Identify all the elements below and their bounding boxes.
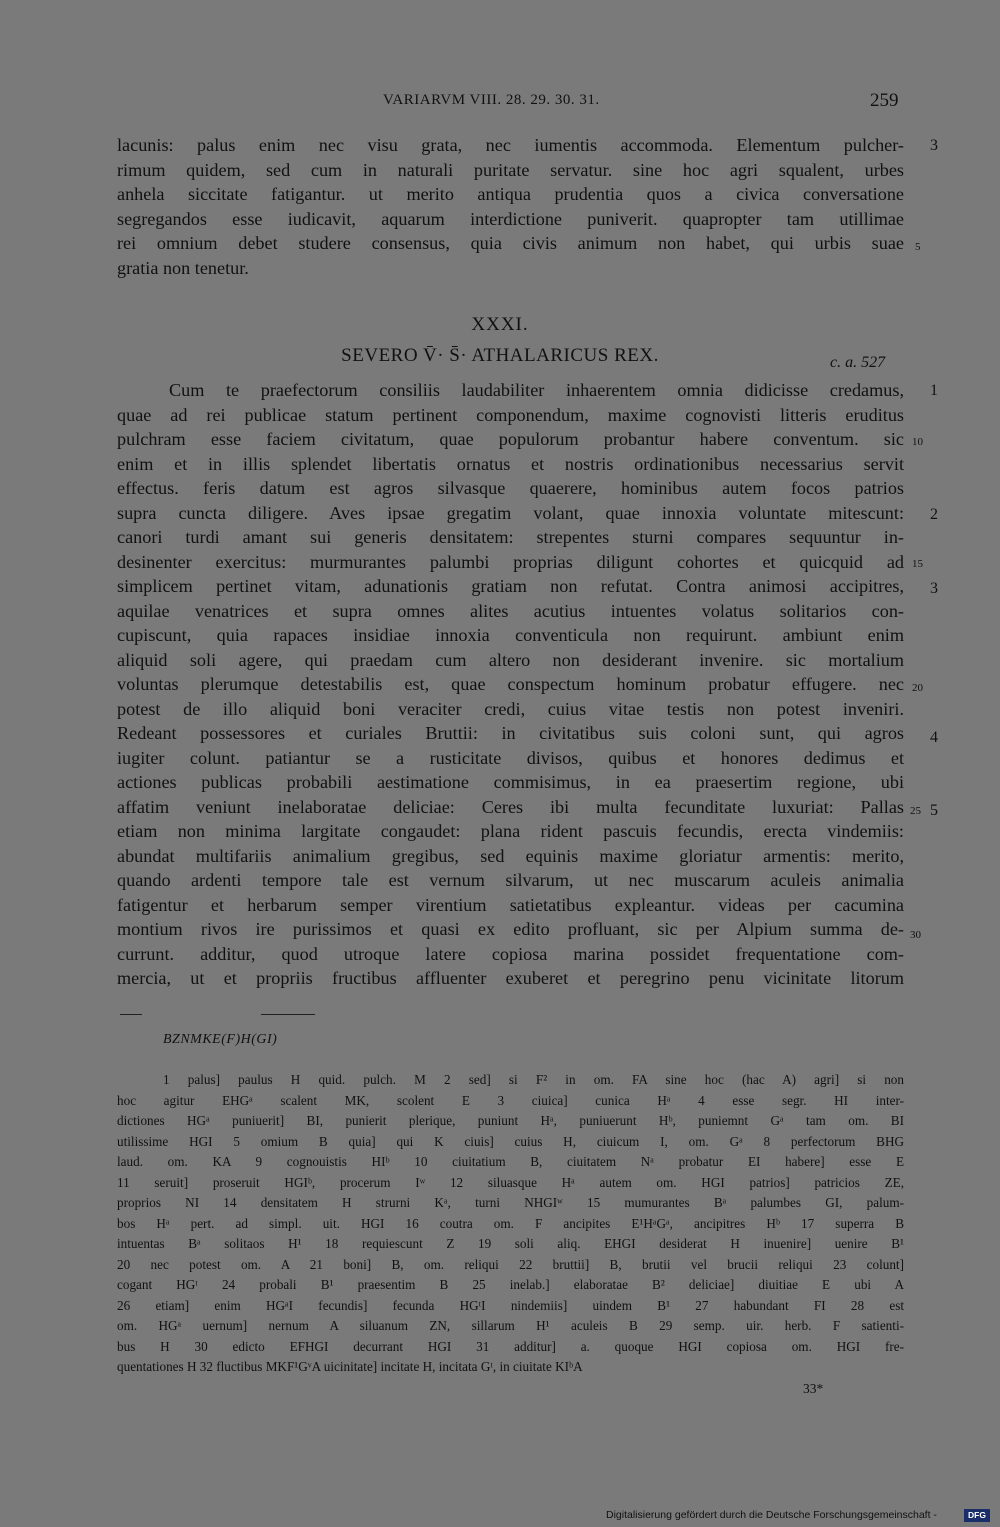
text-line: rimum quidem, sed cum in naturali puritate servatur. sine hoc agri squalent, urbes [117,159,904,180]
apparatus-line: om. HGᵃ uernum] nernum A siluanum ZN, sillarum H¹ aculeis B 29 semp. uir. herb. F satienti- [117,1318,904,1333]
line-marker: 20 [912,682,923,694]
section-marker: 3 [930,580,938,597]
apparatus-line: bus H 30 edicto EFHGI decurrant HGI 31 additur] a. quoque HGI copiosa om. HGI fre- [117,1338,904,1354]
running-title: VARIARVM VIII. 28. 29. 30. 31. [383,92,600,108]
line-marker: 15 [912,558,923,570]
text-line: gratia non tenetur. [117,257,249,278]
apparatus-line: 1 palus] paulus H quid. pulch. M 2 sed] si F² in om. FA sine hoc (hac A) agri] si non [163,1072,904,1087]
text-line: lacunis: palus enim nec visu grata, nec iumentis accommoda. Elementum pulcher- [117,135,904,155]
text-line: enim et in illis splendet libertatis ornatus et nostris ordinationibus necessarius servit [117,453,904,474]
line-marker: 25 [910,805,921,817]
text-line: quando ardenti tempore tale est vernum silvarum, ut nec muscarum aculeis animalia [117,870,904,890]
text-line: actiones publicas probabili aestimatione commisimus, in ea praesertim regione, ubi [117,772,904,792]
text-line: etiam non minima largitate congaudet: plana rident pascuis fecundis, erecta vindemiis: [117,821,904,841]
text-line: montium rivos ire purissimos et quasi ex edito profluant, sic per Alpium summa de- [117,919,904,939]
apparatus-line: laud. om. KA 9 cognouistis HIᵇ 10 ciuitatium B, ciuitatem Nᵃ probatur EI habere] esse E [117,1154,904,1169]
text-line: quae ad rei publicae statum pertinent componendum, maxime cognovisti litteris eruditus [117,404,904,425]
section-title: SEVERO V̄· S̄· ATHALARICUS REX. [341,345,659,366]
top-paragraph [117,133,904,280]
section-marker: 5 [930,802,938,819]
apparatus-line: 11 seruit] proseruit HGIᵇ, procerum Iʷ 12 siluasque Hᵃ autem om. HGI patrios] patricios ZE, [117,1174,904,1190]
text-line: canori turdi amant sui generis densitatem: strepentes sturni compares sequuntur in- [117,527,904,547]
footnote-rule [261,1014,315,1015]
section-number: XXXI. [471,314,529,335]
line-marker: 30 [910,929,921,941]
footnote-rule [120,1014,142,1015]
text-line: effectus. feris datum est agros silvasque quaerere, hominibus autem focos patrios [117,478,904,498]
funding-notice: Digitalisierung gefördert durch die Deutsche Forschungsgemeinschaft - [606,1509,937,1521]
text-line: simplicem pertinet vitam, adunationis gratiam non refutat. Contra animosi accipitres, [117,576,904,596]
text-line: aliquid soli agere, qui praedam cum altero non desiderant invenire. sic mortalium [117,649,904,670]
text-line: iugiter colunt. patiantur se a rusticitate divisos, quibus et honores dedimus et [117,747,904,768]
apparatus-line: bos Hᵃ pert. ad simpl. uit. HGI 16 coutra om. F ancipites E¹HᵃGᵃ, ancipitres Hᵇ 17 superra B [117,1215,904,1231]
apparatus-line: quentationes H 32 fluctibus MKF¹GᵛA uicinitate] incitate H, incitata Gᵗ, in ciuitate KIᵇA [117,1359,583,1374]
text-line: cupiscunt, quia rapaces insidiae innoxia conventicula non requirunt. ambiunt enim [117,625,904,645]
line-marker: 5 [915,241,921,253]
text-line: rei omnium debet studere consensus, quia civis animum non habet, qui urbis suae [117,233,904,253]
text-line: mercia, ut et propriis fructibus affluenter exuberet et peregrino penu vicinitate litorum [117,968,904,988]
section-marker: 1 [930,382,938,399]
manuscript-sigla: BZNMKE(F)H(GI) [163,1032,278,1047]
text-line: affatim veniunt inelaboratae deliciae: Ceres ibi multa fecunditate luxuriat: Pallas [117,796,904,817]
section-date: c. a. 527 [830,354,886,371]
text-line: segregandos esse iudicavit, aquarum interdictione puniverit. quapropter tam utillimae [117,208,904,229]
apparatus-line: 20 nec potest om. A 21 boni] B, om. reliqui 22 bruttii] B, brutii vel brucii reliqui 23 colunt] [117,1256,904,1272]
text-line: abundat multifariis animalium gregibus, sed equinis maxime gloriatur armentis: merito, [117,845,904,866]
text-line: Cum te praefectorum consiliis laudabiliter inhaerentem omnia didicisse credamus, [169,380,904,400]
section-marker: 3 [930,137,938,154]
page-header [0,92,1000,116]
text-line: desinenter exercitus: murmurantes palumbi proprias diligunt cohortes et quicquid ad [117,551,904,572]
page-number: 259 [870,90,899,111]
dfg-logo: DFG [964,1509,990,1522]
critical-apparatus [117,1070,904,1378]
apparatus-line: utilissime HGI 5 omium B quia] qui K ciuis] cuius H, ciuicum I, om. Gᵃ 8 perfectorum BHG [117,1133,904,1149]
text-line: potest de illo aliquid boni veraciter credi, cuius vitae testis non potest inveniri. [117,698,904,719]
text-line: supra cuncta diligere. Aves ipsae gregatim volant, quae innoxia voluntate mitescunt: [117,502,904,523]
sheet-signature: 33* [803,1381,824,1396]
text-line: anhela siccitate fatigantur. ut merito antiqua prudentia quos a civica conversatione [117,184,904,204]
apparatus-line: cogant HGᵗ 24 probali B¹ praesentim B 25 inelab.] elaboratae B² deliciae] diuitiae E ubi A [117,1277,904,1292]
text-line: voluntas plerumque detestabilis est, quae conspectum hominum probatur effugere. nec [117,674,904,694]
apparatus-line: 26 etiam] enim HGᵃI fecundis] fecunda HGᵗI nindemiis] uindem B¹ 27 habundant FI 28 est [117,1297,904,1313]
text-line: fatigentur et herbarum semper virentium satietatibus expleantur. videas per cacumina [117,894,904,915]
text-line: aquilae venatrices et supra omnes alites acutius intuentes volatus solitarios con- [117,600,904,621]
line-marker: 10 [912,436,923,448]
main-paragraph [117,378,904,991]
apparatus-line: dictiones HGᵃ puniuerit] BI, punierit plerique, puniunt Hᵃ, puniuerunt Hᵇ, puniemnt Gᵃ tam om. BI [117,1113,904,1128]
text-line: currunt. additur, quod utroque latere copiosa marina possidet frequentatione com- [117,943,904,964]
text-line: Redeant possessores et curiales Bruttii: in civitatibus suis coloni sunt, qui agros [117,723,904,743]
apparatus-line: proprios NI 14 densitatem H strurni Kᵃ, turni NHGIʷ 15 mumurantes Bᵃ palumbes GI, palum- [117,1195,904,1210]
section-marker: 2 [930,506,938,523]
text-line: pulchram esse faciem civitatum, quae populorum probantur habere conventum. sic [117,429,904,449]
section-marker: 4 [930,729,938,746]
apparatus-line: intuentas Bᵃ solitaos H¹ 18 requiescunt Z 19 soli aliq. EHGI desiderat H inuenire] uenire B¹ [117,1236,904,1251]
apparatus-line: hoc agitur EHGᵃ scalent MK, scolent E 3 ciuica] cunica Hᵃ 4 esse segr. HI inter- [117,1092,904,1108]
